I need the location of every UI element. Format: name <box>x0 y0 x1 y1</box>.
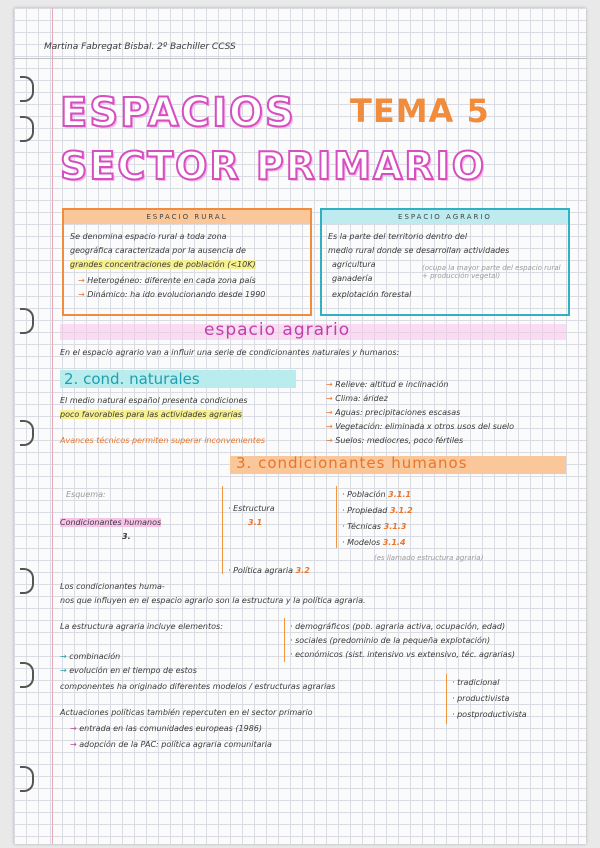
ring-hole <box>20 568 34 594</box>
arrow-icon: → <box>326 436 336 445</box>
arrow-item: evolución en el tiempo de estos <box>69 666 197 675</box>
intro-line: En el espacio agrario van a influir una serie de condicionantes naturales y humanos: <box>60 348 400 357</box>
agrario-line: Es la parte del territorio dentro del <box>328 232 468 241</box>
arrow-icon: → <box>326 422 336 431</box>
rural-line: Se denomina espacio rural a toda zona <box>70 232 227 241</box>
bracket <box>284 618 285 662</box>
entrada-line: entrada en las comunidades europeas (1986) <box>79 724 262 733</box>
ring-hole <box>20 308 34 334</box>
sub-label: Modelos <box>347 538 381 547</box>
element-item: sociales (predominio de la pequeña explotación) <box>295 636 491 645</box>
bracket <box>222 486 223 574</box>
sub-num: 3.1.4 <box>382 538 406 547</box>
box-espacio-agrario <box>320 208 570 316</box>
estructura-label: Estructura <box>233 504 275 513</box>
cond-nat-factor: Clima: áridez <box>335 394 388 403</box>
sub-label: Población <box>347 490 386 499</box>
adopcion-line: adopción de la PAC: política agraria comunitaria <box>79 740 272 749</box>
title-espacios: ESPACIOS <box>60 90 296 136</box>
sub-note: (es llamado estructura agraria) <box>374 554 484 562</box>
arrow-icon: → <box>60 666 70 675</box>
arrow-icon: → <box>326 380 336 389</box>
esquema-label: Esquema: <box>66 490 106 499</box>
section-espacio-agrario: espacio agrario <box>204 320 351 340</box>
section-cond-naturales: 2. cond. naturales <box>64 370 200 388</box>
sub-label: Técnicas <box>347 522 382 531</box>
componentes-line: componentes ha originado diferentes modelos / estructuras agrarias <box>60 682 336 691</box>
sub-num: 3.1.2 <box>389 506 413 515</box>
bracket <box>446 674 447 724</box>
politica-num: 3.2 <box>295 566 310 575</box>
para-line: Los condicionantes huma- <box>60 582 165 591</box>
politica-label: Política agraria <box>233 566 294 575</box>
author-line: Martina Fabregat Bisbal. 2º Bachiller CCSS <box>44 42 236 52</box>
sub-num: 3.1.3 <box>383 522 407 531</box>
ring-hole <box>20 116 34 142</box>
modelo-item: tradicional <box>457 678 500 687</box>
arrow-icon: → <box>60 652 70 661</box>
rural-line: geográfica caracterizada por la ausencia de <box>70 246 246 255</box>
modelo-item: postproductivista <box>457 710 527 719</box>
actuaciones-line: Actuaciones políticas también repercuten en el sector primario <box>60 708 313 717</box>
ring-hole <box>20 662 34 688</box>
arrow-icon: → <box>70 724 80 733</box>
avances-text: Avances técnicos permiten superar inconvenientes <box>60 436 266 445</box>
element-item: demográficos (pob. agraria activa, ocupación, edad) <box>295 622 506 631</box>
cond-hum-root: Condicionantes humanos <box>60 518 162 527</box>
ring-hole <box>20 420 34 446</box>
sub-label: Propiedad <box>347 506 388 515</box>
rural-bullet: Heterogéneo: diferente en cada zona país <box>87 276 256 285</box>
para-line: nos que influyen en el espacio agrario son la estructura y la política agraria. <box>60 596 366 605</box>
arrow-icon: → <box>70 740 80 749</box>
cond-hum-root-num: 3. <box>122 532 131 541</box>
ring-hole <box>20 766 34 792</box>
margin-line <box>52 8 53 844</box>
agrario-line: medio rural donde se desarrollan actividades <box>328 246 510 255</box>
modelo-item: productivista <box>457 694 510 703</box>
agrario-item: explotación forestal <box>332 290 412 299</box>
estructura-num: 3.1 <box>248 518 263 527</box>
cond-nat-factor: Aguas: precipitaciones escasas <box>335 408 461 417</box>
arrow-icon: → <box>78 276 88 285</box>
cond-nat-line: poco favorables para las actividades agrarias <box>60 410 242 419</box>
box-agrario-head: ESPACIO AGRARIO <box>322 210 568 224</box>
agrario-item: agricultura <box>332 260 376 269</box>
title-tema: TEMA 5 <box>350 92 490 130</box>
element-item: económicos (sist. intensivo vs extensivo, téc. agrarias) <box>295 650 515 659</box>
estructura-line: La estructura agraria incluye elementos: <box>60 622 223 631</box>
ring-hole <box>20 76 34 102</box>
header-divider <box>14 58 586 59</box>
sub-num: 3.1.1 <box>388 490 411 499</box>
box-espacio-rural <box>62 208 312 316</box>
cond-nat-factor: Relieve: altitud e inclinación <box>335 380 449 389</box>
arrow-icon: → <box>326 394 336 403</box>
box-rural-head: ESPACIO RURAL <box>64 210 310 224</box>
agrario-item: ganadería <box>332 274 373 283</box>
bracket <box>336 486 337 548</box>
arrow-icon: → <box>78 290 88 299</box>
notebook-page: Martina Fabregat Bisbal. 2º Bachiller CCSS ESPACIOS TEMA 5 SECTOR PRIMARIO ESPACIO RURAL Se denomina espacio rural a toda zona geográfica caracterizada por la ausencia de grandes concentraciones de población (<10K) → Heterogéneo: diferente en cada zona país → Dinámico: ha ido evolucionando desde 1990 ESPACIO AGRARIO Es la parte del territorio dentro del medio rural donde se desarrollan actividades agricultura ganadería explotación forestal (ocupa la mayor parte del espacio rural + producción vegetal) espacio agrario En el espacio agrario van a influir una serie de condicionantes naturales y humanos: 2. cond. naturales El medio natural español presenta condiciones poco favorables para las actividades agrarias Avances técnicos permiten superar inconvenientes → Relieve: altitud e inclinación → Clima: áridez → Aguas: precipitaciones escasas → Vegetación: eliminada x otros usos del suelo → Suelos: mediocres, poco fértiles 3. condicionantes humanos Esquema: Condicionantes humanos 3. · Estructura 3.1 · Población 3.1.1 · Propiedad 3.1.2 · Técnicas 3.1.3 · Modelos 3.1.4 (es llamado estructura agraria) · Política agraria 3.2 Los condicionantes huma- nos que influyen en el espacio agrario son la estructura y la política agraria. La estructura agraria incluye elementos: · demográficos (pob. agraria activa, ocupación, edad) · sociales (predominio de la pequeña explotación) · económicos (sist. intensivo vs extensivo, téc. agrarias) → combinación → evolución en el tiempo de estos componentes ha originado diferentes modelos / estructuras agrarias · tradicional · productivista · postproductivista Actuaciones políticas también repercuten en el sector primario → entrada en las comunidades europeas (1986) → adopción de la PAC: política agraria comunitaria <box>14 8 586 844</box>
cond-nat-factor: Vegetación: eliminada x otros usos del suelo <box>335 422 515 431</box>
cond-nat-factor: Suelos: mediocres, poco fértiles <box>335 436 464 445</box>
title-sector-primario: SECTOR PRIMARIO <box>60 144 487 188</box>
rural-line: grandes concentraciones de población (<10K) <box>70 260 256 269</box>
rural-bullet: Dinámico: ha ido evolucionando desde 1990 <box>87 290 266 299</box>
arrow-item: combinación <box>69 652 121 661</box>
section-cond-humanos: 3. condicionantes humanos <box>236 454 468 472</box>
agrario-note: (ocupa la mayor parte del espacio rural + producción vegetal) <box>422 264 561 280</box>
cond-nat-line: El medio natural español presenta condiciones <box>60 396 248 405</box>
arrow-icon: → <box>326 408 336 417</box>
